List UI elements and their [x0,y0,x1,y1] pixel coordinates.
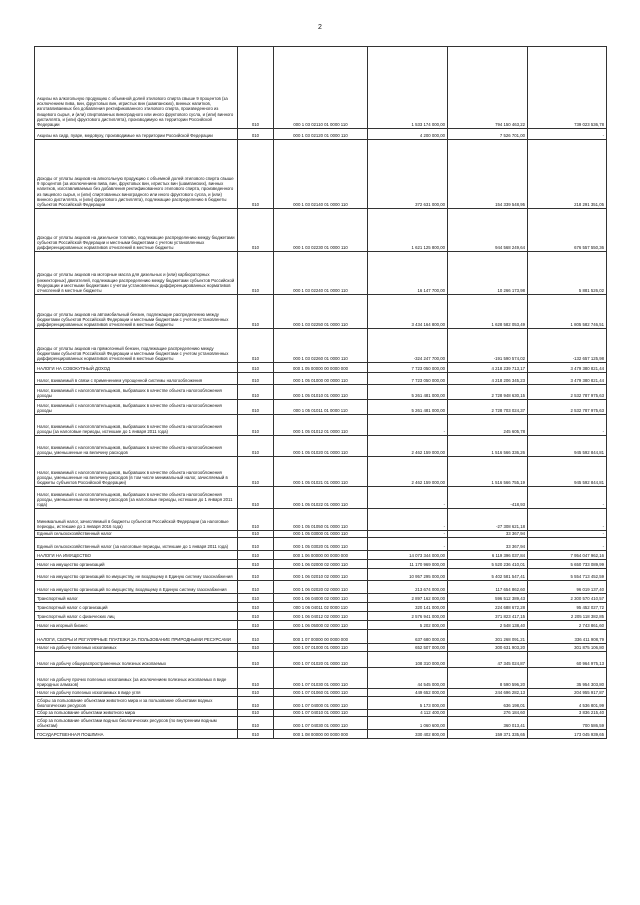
table-row [35,509,607,531]
cell-plan: - [368,509,448,531]
cell-plan: 5 202 000,00 [368,621,448,630]
cell-code: 010 [238,385,274,400]
cell-code: 010 [238,509,274,531]
cell-fact: 245 605,78 [448,415,528,436]
cell-rest: 173 045 939,65 [528,730,607,739]
cell-code: 010 [238,697,274,710]
cell-name: Единый сельскохозяйственный налог (за налоговые периоды, истекшие до 1 января 2011 года) [35,538,238,551]
cell-plan: - [368,538,448,551]
table-row [35,710,607,717]
table-row [35,457,607,487]
table-row [35,400,607,415]
cell-plan: 2 897 162 000,00 [368,594,448,603]
table-row [35,385,607,400]
cell-rest: - [528,487,607,509]
cell-fact: 1 516 566 755,19 [448,457,528,487]
cell-kbk: 000 1 06 04000 02 0000 110 [274,594,368,603]
cell-kbk: 000 1 05 03000 01 0000 110 [274,531,368,538]
cell-kbk: 000 1 03 02240 01 0000 110 [274,252,368,295]
cell-kbk: 000 1 06 00000 00 0000 000 [274,551,368,560]
cell-rest: 945 592 844,81 [528,457,607,487]
cell-plan: - [368,487,448,509]
cell-plan: 11 170 969 000,00 [368,560,448,569]
cell-fact: 4 218 206 345,23 [448,373,528,385]
cell-code: 010 [238,581,274,594]
cell-name: Сборы за пользование объектами животного мира и за пользование объектами водных биологических ресурсов [35,697,238,710]
cell-code: 010 [238,644,274,652]
cell-plan: -324 247 700,00 [368,329,448,363]
cell-name: Акцизы на сидр, пуаре, медовуху, производимые на территории Российской Федерации [35,129,238,140]
table-row [35,630,607,644]
cell-plan: 14 073 344 000,00 [368,551,448,560]
cell-rest: 336 411 908,79 [528,630,607,644]
cell-plan: 7 723 050 000,00 [368,363,448,373]
cell-plan: 1 533 174 000,00 [368,47,448,129]
cell-name: Доходы от уплаты акцизов на алкогольную продукцию с объемной долей этилового спирта свыше 9 процентов (за исключением пива, вин, фруктовых вин, игристых вин (шампанских), винных напитков, изготавливаемых без добавления ректификованного этилового спирта, произведенного из пищевого сырья, и (или) спиртованных виноградного или иного фруктового сусла, и (или) винного дистиллята, и (или) фруктового дистиллята), подлежащие распределению в бюджеты субъектов Российской Федерации [35,140,238,209]
cell-fact: -191 590 574,02 [448,329,528,363]
cell-name: Минимальный налог, зачисляемый в бюджеты субъектов Российской Федерации (за налоговые периоды, истекшие до 1 января 2016 года) [35,509,238,531]
table-row [35,581,607,594]
cell-kbk: 000 1 07 04010 01 0000 110 [274,710,368,717]
cell-fact: 301 268 091,21 [448,630,528,644]
cell-kbk: 000 1 03 02120 01 0000 110 [274,129,368,140]
cell-plan: - [368,415,448,436]
cell-kbk: 000 1 07 01020 01 0000 110 [274,652,368,668]
cell-name: Налог на добычу полезных ископаемых в виде угля [35,689,238,697]
cell-code: 010 [238,551,274,560]
cell-plan: 3 434 164 800,00 [368,295,448,329]
cell-fact: 4 218 239 713,17 [448,363,528,373]
table-row [35,538,607,551]
cell-plan: 2 462 159 000,00 [368,436,448,457]
cell-name: Налог, взимаемый с налогоплательщиков, выбравших в качестве объекта налогообложения доходы [35,400,238,415]
cell-fact: 944 568 249,64 [448,209,528,252]
cell-rest: 60 964 975,13 [528,652,607,668]
cell-code: 010 [238,603,274,612]
cell-kbk: 000 1 07 01030 01 0000 110 [274,668,368,689]
cell-name: НАЛОГИ, СБОРЫ И РЕГУЛЯРНЫЕ ПЛАТЕЖИ ЗА ПОЛЬЗОВАНИЕ ПРИРОДНЫМИ РЕСУРСАМИ [35,630,238,644]
cell-kbk: 000 1 05 01050 01 0000 110 [274,509,368,531]
cell-code: 010 [238,730,274,739]
cell-fact: 6 119 396 037,84 [448,551,528,560]
cell-code: 010 [238,652,274,668]
cell-name: Налог на добычу полезных ископаемых [35,644,238,652]
cell-plan: 10 957 295 000,00 [368,569,448,581]
cell-rest: 204 955 917,87 [528,689,607,697]
cell-name: Налог на игорный бизнес [35,621,238,630]
cell-fact: 117 654 862,60 [448,581,528,594]
cell-code: 010 [238,252,274,295]
cell-rest: -132 657 125,98 [528,329,607,363]
cell-rest: 96 019 137,40 [528,581,607,594]
cell-code: 010 [238,47,274,129]
cell-code: 010 [238,400,274,415]
cell-kbk: 000 1 06 02000 02 0000 110 [274,560,368,569]
cell-kbk: 000 1 05 01022 01 0000 110 [274,487,368,509]
cell-fact: 244 696 282,13 [448,689,528,697]
cell-plan: 320 141 000,00 [368,603,448,612]
cell-kbk: 000 1 07 04030 01 0000 110 [274,717,368,730]
cell-kbk: 000 1 05 01010 01 0000 110 [274,385,368,400]
cell-plan: 1 060 600,00 [368,717,448,730]
cell-fact: 33 367,94 [448,531,528,538]
cell-rest: 35 954 303,80 [528,668,607,689]
cell-plan: 5 261 481 000,00 [368,385,448,400]
table-row [35,689,607,697]
cell-plan: 108 310 000,00 [368,652,448,668]
cell-kbk: 000 1 05 01012 01 0000 110 [274,415,368,436]
cell-fact: 636 198,01 [448,697,528,710]
table-row [35,551,607,560]
cell-rest: - [528,129,607,140]
cell-rest: 2 205 118 382,85 [528,612,607,621]
cell-kbk: 000 1 03 02230 01 0000 110 [274,209,368,252]
cell-name: Налог, взимаемый с налогоплательщиков, выбравших в качестве объекта налогообложения доходы, уменьшенные на величину расходов [35,436,238,457]
cell-name: Налог на имущество организаций [35,560,238,569]
table-row [35,668,607,689]
cell-plan: 2 576 941 000,00 [368,612,448,621]
cell-fact: 7 526 701,00 [448,129,528,140]
table-row [35,652,607,668]
cell-fact: 794 150 463,22 [448,47,528,129]
cell-code: 010 [238,594,274,603]
cell-name: Налог на добычу прочих полезных ископаемых (за исключением полезных ископаемых в виде природных алмазов) [35,668,238,689]
cell-fact: 10 266 173,98 [448,252,528,295]
cell-code: 010 [238,329,274,363]
cell-plan: 5 261 481 000,00 [368,400,448,415]
table-row [35,373,607,385]
cell-code: 010 [238,668,274,689]
table-row [35,487,607,509]
cell-plan: 44 545 000,00 [368,668,448,689]
cell-code: 010 [238,538,274,551]
cell-fact: -418,93 [448,487,528,509]
cell-code: 010 [238,630,274,644]
cell-kbk: 000 1 03 02110 01 0000 110 [274,47,368,129]
page-number: 2 [318,24,322,31]
table-row [35,295,607,329]
cell-code: 010 [238,140,274,209]
table-row [35,252,607,295]
cell-name: Транспортный налог [35,594,238,603]
cell-rest: 5 554 713 452,59 [528,569,607,581]
cell-name: ГОСУДАРСТВЕННАЯ ПОШЛИНА [35,730,238,739]
cell-rest: 2 532 787 975,63 [528,385,607,400]
cell-rest: 3 836 215,40 [528,710,607,717]
cell-fact: 224 688 672,28 [448,603,528,612]
cell-rest: 945 592 844,81 [528,436,607,457]
cell-kbk: 000 1 06 04012 02 0000 110 [274,612,368,621]
cell-kbk: 000 1 03 02260 01 0000 110 [274,329,368,363]
cell-fact: -27 308 621,18 [448,509,528,531]
cell-fact: 371 823 417,15 [448,612,528,621]
table-row [35,129,607,140]
table-row [35,603,607,612]
cell-code: 010 [238,560,274,569]
cell-rest: - [528,509,607,531]
cell-rest: 5 881 526,02 [528,252,607,295]
cell-kbk: 000 1 07 00000 00 0000 000 [274,630,368,644]
cell-name: Налог на имущество организаций по имуществу, не входящему в Единую систему газоснабжения [35,569,238,581]
cell-rest: 95 452 027,72 [528,603,607,612]
cell-name: Транспортный налог с организаций [35,603,238,612]
cell-name: НАЛОГИ НА СОВОКУПНЫЙ ДОХОД [35,363,238,373]
cell-name: Транспортный налог с физических лиц [35,612,238,621]
table-row [35,415,607,436]
cell-plan: - [368,531,448,538]
cell-rest: 7 954 047 962,16 [528,551,607,560]
cell-fact: 2 548 138,40 [448,621,528,630]
cell-kbk: 000 1 06 04011 02 0000 110 [274,603,368,612]
cell-rest: 2 300 570 410,57 [528,594,607,603]
cell-plan: 7 723 050 000,00 [368,373,448,385]
cell-name: Налог, взимаемый с налогоплательщиков, выбравших в качестве объекта налогообложения доходы (за налоговые периоды, истекшие до 1 января 2011 года) [35,415,238,436]
cell-plan: 4 200 000,00 [368,129,448,140]
cell-fact: 5 402 581 547,41 [448,569,528,581]
table-row [35,47,607,129]
table-row [35,594,607,603]
cell-kbk: 000 1 05 01011 01 0000 110 [274,400,368,415]
cell-plan: 213 674 000,00 [368,581,448,594]
cell-code: 010 [238,457,274,487]
cell-kbk: 000 1 03 02140 01 0000 110 [274,140,368,209]
cell-plan: 5 173 000,00 [368,697,448,710]
cell-fact: 596 512 389,43 [448,594,528,603]
cell-rest: 3 479 380 821,44 [528,373,607,385]
income-table [34,46,607,739]
cell-name: Налог, взимаемый с налогоплательщиков, выбравших в качестве объекта налогообложения доходы, уменьшенные на величину расходов (в том числе минимальный налог, зачисляемый в бюджеты субъектов Российской Федерации) [35,457,238,487]
cell-kbk: 000 1 06 02010 02 0000 110 [274,569,368,581]
cell-name: Доходы от уплаты акцизов на автомобильный бензин, подлежащие распределению между бюджетами субъектов Российской Федерации и местными бюджетами с учетом установленных дифференцированных нормативов отчислений в местные бюджеты [35,295,238,329]
table-row [35,209,607,252]
cell-fact: 8 590 596,20 [448,668,528,689]
table-row [35,140,607,209]
cell-plan: 372 631 000,00 [368,140,448,209]
cell-kbk: 000 1 05 01020 01 0000 110 [274,436,368,457]
cell-name: Доходы от уплаты акцизов на прямогонный бензин, подлежащие распределению между бюджетами субъектов Российской Федерации и местными бюджетами с учетом установленных дифференцированных нормативов отчислений в местные бюджеты [35,329,238,363]
cell-fact: 5 520 236 410,01 [448,560,528,569]
cell-fact: 2 728 948 630,15 [448,385,528,400]
cell-name: Сбор за пользование объектами животного мира [35,710,238,717]
cell-plan: 637 680 000,00 [368,630,448,644]
cell-kbk: 000 1 07 01060 01 0000 110 [274,689,368,697]
cell-rest: 2 532 787 975,63 [528,400,607,415]
cell-kbk: 000 1 05 03020 01 0000 110 [274,538,368,551]
cell-name: Доходы от уплаты акцизов на моторные масла для дизельных и (или) карбюраторных (инжекторных) двигателей, подлежащие распределению между бюджетами субъектов Российской Федерации и местными бюджетами с учетом установленных дифференцированных нормативов отчислений в местные бюджеты [35,252,238,295]
cell-code: 010 [238,689,274,697]
table-row [35,621,607,630]
cell-fact: 2 728 703 024,37 [448,400,528,415]
cell-code: 010 [238,436,274,457]
cell-code: 010 [238,487,274,509]
cell-kbk: 000 1 05 01021 01 0000 110 [274,457,368,487]
cell-name: Налог на имущество организаций по имуществу, входящему в Единую систему газоснабжения [35,581,238,594]
cell-plan: 16 147 700,00 [368,252,448,295]
cell-code: 010 [238,569,274,581]
cell-kbk: 000 1 06 02020 02 0000 110 [274,581,368,594]
cell-rest: 739 023 536,78 [528,47,607,129]
cell-rest: - [528,531,607,538]
cell-fact: 300 631 903,20 [448,644,528,652]
cell-rest: 676 557 550,36 [528,209,607,252]
cell-rest: - [528,538,607,551]
cell-code: 010 [238,209,274,252]
cell-plan: 449 652 000,00 [368,689,448,697]
cell-rest: 2 743 861,60 [528,621,607,630]
cell-fact: 360 013,41 [448,717,528,730]
cell-rest: 4 536 801,99 [528,697,607,710]
cell-name: Сбор за пользование объектами водных биологических ресурсов (по внутренним водным объектам) [35,717,238,730]
table-row [35,329,607,363]
cell-fact: 154 339 548,95 [448,140,528,209]
cell-kbk: 000 1 07 04000 01 0000 110 [274,697,368,710]
table-row [35,531,607,538]
cell-kbk: 000 1 06 05000 02 0000 110 [274,621,368,630]
cell-name: Налог, взимаемый с налогоплательщиков, выбравших в качестве объекта налогообложения доходы [35,385,238,400]
table-row [35,436,607,457]
cell-fact: 159 371 335,65 [448,730,528,739]
table-row [35,697,607,710]
cell-code: 010 [238,612,274,621]
cell-plan: 2 462 159 000,00 [368,457,448,487]
cell-name: Налог на добычу общераспространенных полезных ископаемых [35,652,238,668]
cell-rest: 3 479 380 821,44 [528,363,607,373]
cell-code: 010 [238,531,274,538]
table-row [35,717,607,730]
table-row [35,560,607,569]
cell-code: 010 [238,710,274,717]
cell-code: 010 [238,363,274,373]
cell-fact: 47 345 024,87 [448,652,528,668]
cell-code: 010 [238,129,274,140]
cell-plan: 1 621 125 800,00 [368,209,448,252]
cell-name: Налог, взимаемый в связи с применением упрощенной системы налогообложения [35,373,238,385]
table-row [35,363,607,373]
cell-name: Налог, взимаемый с налогоплательщиков, выбравших в качестве объекта налогообложения доходы, уменьшенные на величину расходов (за налоговые периоды, истекшие до 1 января 2011 года) [35,487,238,509]
cell-rest: 1 805 582 746,51 [528,295,607,329]
cell-code: 010 [238,717,274,730]
cell-code: 010 [238,621,274,630]
cell-rest: 5 650 733 089,99 [528,560,607,569]
cell-plan: 652 507 000,00 [368,644,448,652]
cell-fact: 276 184,60 [448,710,528,717]
cell-name: Доходы от уплаты акцизов на дизельное топливо, подлежащие распределению между бюджетами субъектов Российской Федерации и местными бюджетами с учетом установленных дифференцированных нормативов отчислений в местные бюджеты [35,209,238,252]
cell-name: Единый сельскохозяйственный налог [35,531,238,538]
cell-code: 010 [238,373,274,385]
cell-kbk: 000 1 07 01000 01 0000 110 [274,644,368,652]
cell-code: 010 [238,295,274,329]
cell-name: НАЛОГИ НА ИМУЩЕСТВО [35,551,238,560]
cell-fact: 1 628 582 053,49 [448,295,528,329]
cell-kbk: 000 1 08 00000 00 0000 000 [274,730,368,739]
cell-kbk: 000 1 03 02250 01 0000 110 [274,295,368,329]
cell-rest: - [528,415,607,436]
table-row [35,612,607,621]
cell-rest: 301 875 106,80 [528,644,607,652]
table-row [35,730,607,739]
cell-plan: 330 402 800,00 [368,730,448,739]
table-row [35,644,607,652]
cell-fact: 33 367,94 [448,538,528,551]
table-row [35,569,607,581]
cell-plan: 4 112 400,00 [368,710,448,717]
cell-kbk: 000 1 05 01000 00 0000 110 [274,373,368,385]
cell-kbk: 000 1 05 00000 00 0000 000 [274,363,368,373]
cell-fact: 1 516 566 336,26 [448,436,528,457]
cell-code: 010 [238,415,274,436]
cell-name: Акцизы на алкогольную продукцию с объемной долей этилового спирта свыше 9 процентов (за исключением пива, вин, фруктовых вин, игристых вин (шампанских), винных напитков, изготавливаемых без добавления ректификованного этилового спирта, произведенного из пищевого сырья, и (или) спиртованных виноградного или иного фруктового сусла, и (или) винного дистиллята, и (или) фруктового дистиллята), производимую на территории Российской Федерации [35,47,238,129]
cell-rest: 700 586,59 [528,717,607,730]
cell-rest: 218 291 351,05 [528,140,607,209]
